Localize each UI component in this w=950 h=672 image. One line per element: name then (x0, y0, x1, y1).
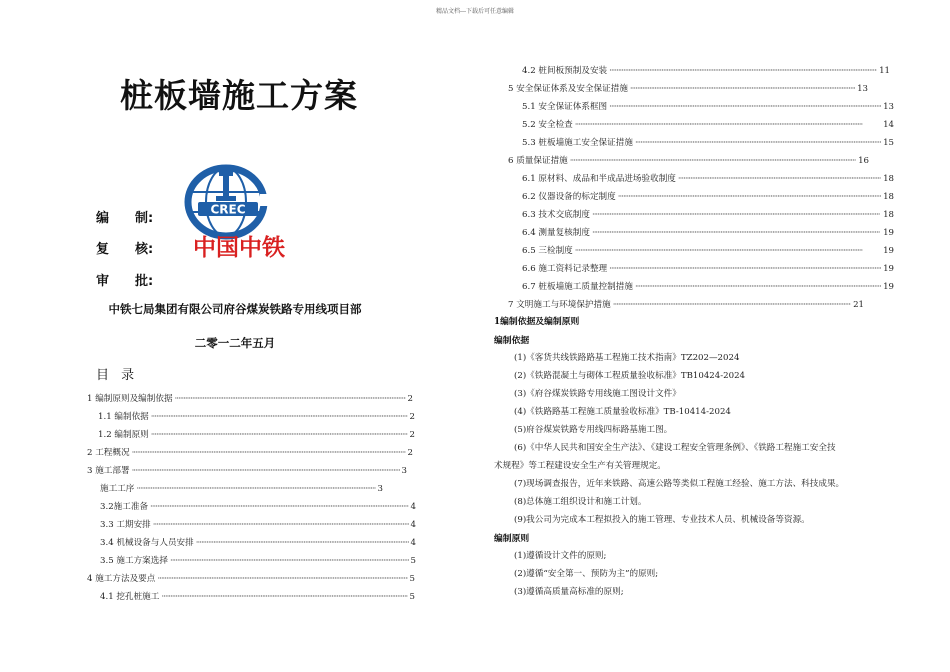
toc-entry[interactable]: 5.2 安全检查 ····· 14 (522, 118, 894, 130)
cover-page (0, 0, 470, 672)
header-note: 精品文档---下载后可任意编辑 (435, 8, 515, 15)
basis-item: (5)府谷煤炭铁路专用线四标路基施工图。 (514, 425, 673, 435)
basis-item: (2)《铁路混凝土与砌体工程质量验收标准》TB10424-2024 (514, 371, 746, 381)
section-title: 1编制依据及编制原则 (494, 317, 580, 327)
logo-text: 中国中铁 (193, 235, 285, 261)
content-page (470, 0, 950, 672)
toc-entry[interactable]: 1.2 编制原则 ····· 2 (98, 428, 415, 440)
company-name: 中铁七局集团有限公司府谷煤炭铁路专用线项目部 (108, 302, 362, 316)
toc-entry[interactable]: 3.3 工期安排 ····· 4 (100, 518, 416, 530)
toc-entry[interactable]: 5 安全保证体系及安全保证措施 ····· 13 (508, 82, 868, 94)
principle-heading: 编制原则 (494, 534, 530, 544)
principle-item: (3)遵循高质量高标准的原则; (514, 587, 624, 597)
toc-entry[interactable]: 4.2 桩间板预制及安装 ····· 11 (522, 64, 890, 76)
compile-label: 编 制: (96, 211, 154, 226)
basis-item: (9)我公司为完成本工程拟投入的施工管理、专业技术人员、机械设备等资源。 (514, 515, 810, 525)
basis-item: (1)《客货共线铁路路基工程施工技术指南》TZ202—2024 (514, 353, 740, 363)
toc-entry[interactable]: 6 质量保证措施 ····· 16 (508, 154, 869, 166)
toc-entry[interactable]: 施工工序 ····· 3 (100, 482, 383, 494)
toc-entry[interactable]: 6.2 仪器设备的标定制度 ····· 18 (522, 190, 894, 202)
basis-item: (8)总体施工组织设计和施工计划。 (514, 497, 647, 507)
basis-item: (3)《府谷煤炭铁路专用线施工图设计文件》 (514, 389, 681, 399)
toc-entry[interactable]: 3.2施工准备 ····· 4 (100, 500, 416, 512)
toc-entry[interactable]: 7 文明施工与环境保护措施 ····· 21 (508, 298, 864, 310)
toc-entry[interactable]: 5.1 安全保证体系框图 ····· 13 (522, 100, 894, 112)
toc-entry[interactable]: 4 施工方法及要点 ····· 5 (87, 572, 415, 584)
toc-entry[interactable]: 4.1 挖孔桩施工 ····· 5 (100, 590, 415, 602)
approve-label: 审 批: (96, 274, 154, 289)
crec-logo (164, 162, 314, 262)
basis-heading: 编制依据 (494, 336, 530, 346)
toc-entry[interactable]: 6.4 测量复核制度 ····· 19 (522, 226, 894, 238)
toc-entry[interactable]: 6.7 桩板墙施工质量控制措施 ····· 19 (522, 280, 894, 292)
principle-item: (2)遵循“安全第一、预防为主”的原则; (514, 569, 659, 579)
document-title: 桩板墙施工方案 (120, 76, 358, 115)
basis-item: 术规程》等工程建设安全生产有关管理规定。 (494, 461, 666, 471)
toc-entry[interactable]: 6.6 施工资料记录整理 ····· 19 (522, 262, 894, 274)
toc-entry[interactable]: 5.3 桩板墙施工安全保证措施 ····· 15 (522, 136, 894, 148)
principle-item: (1)遵循设计文件的原则; (514, 551, 607, 561)
globe-icon (188, 168, 280, 236)
logo-mark-text: CREC (210, 202, 246, 217)
toc-entry[interactable]: 3.5 施工方案选择 ····· 5 (100, 554, 416, 566)
toc-entry[interactable]: 3 施工部署 ····· 3 (87, 464, 407, 476)
toc-entry[interactable]: 6.5 三检制度 ····· 19 (522, 244, 894, 256)
basis-item: (4)《铁路路基工程施工质量验收标准》TB-10414-2024 (514, 407, 731, 417)
review-label: 复 核: (96, 242, 154, 257)
toc-entry[interactable]: 3.4 机械设备与人员安排 ····· 4 (100, 536, 416, 548)
toc-entry[interactable]: 2 工程概况 ····· 2 (87, 446, 413, 458)
toc-entry[interactable]: 1 编制原则及编制依据 ····· 2 (87, 392, 413, 404)
toc-entry[interactable]: 6.1 原材料、成品和半成品进场验收制度 ····· 18 (522, 172, 894, 184)
toc-heading: 目 录 (96, 368, 139, 383)
document-date: 二零一二年五月 (194, 336, 276, 350)
toc-entry[interactable]: 1.1 编制依据 ····· 2 (98, 410, 415, 422)
basis-item: (6)《中华人民共和国安全生产法》、《建设工程安全管理条例》、《铁路工程施工安全技 (514, 443, 836, 453)
basis-item: (7)现场调查报告，近年来铁路、高速公路等类似工程施工经验、施工方法、科技成果。 (514, 479, 845, 489)
toc-entry[interactable]: 6.3 技术交底制度 ····· 18 (522, 208, 894, 220)
